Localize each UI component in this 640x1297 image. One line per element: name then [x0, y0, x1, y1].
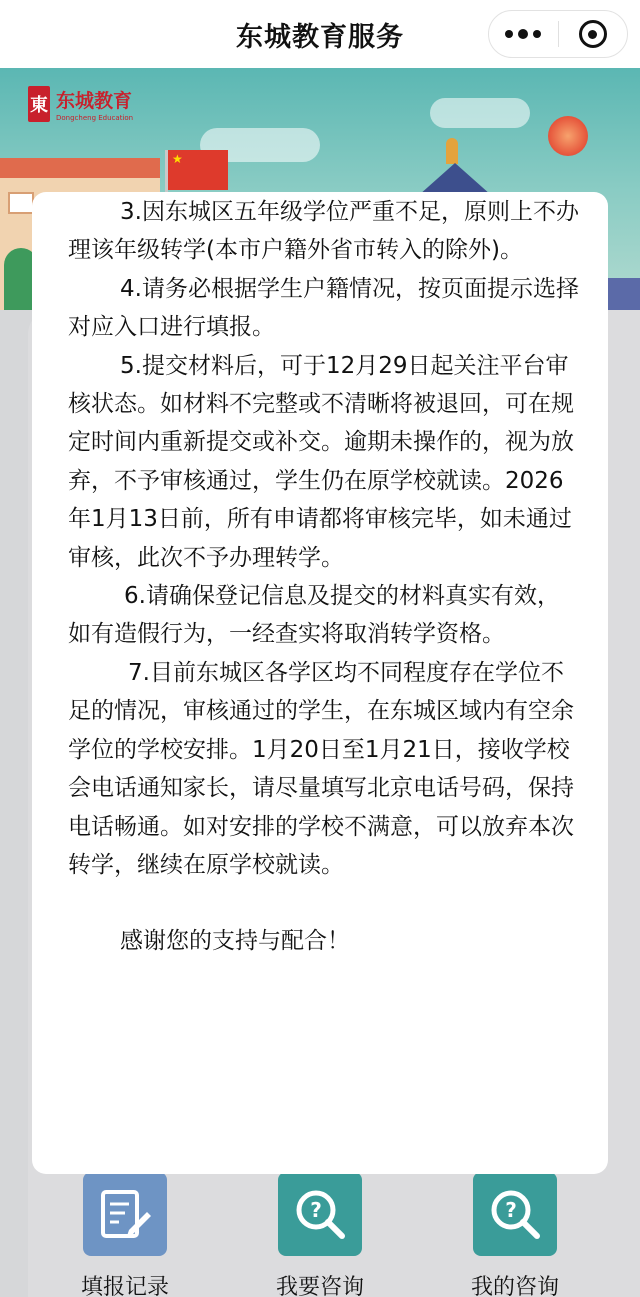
menu-label: 我的咨询 [470, 1275, 559, 1297]
menu-label: 我要咨询 [275, 1275, 364, 1297]
notice-modal[interactable] [32, 192, 608, 1174]
logo-english: Dongcheng Education [56, 114, 134, 122]
form-edit-icon[interactable] [83, 1172, 167, 1256]
bottom-menu [0, 1172, 640, 1297]
sun-decoration [548, 116, 588, 156]
menu-label: 填报记录 [80, 1275, 169, 1297]
pagoda-spire [446, 138, 458, 164]
menu-item-records[interactable] [60, 1172, 190, 1297]
logo-mark: 東 [28, 86, 50, 122]
notice-item-5: 5.提交材料后，可于12月29日起关注平台审核状态。如材料不完整或不清晰将被退回，可在规定时间内重新提交或补交。逾期未操作的，视为放弃，不予审核通过，学生仍在原学校就读。2026年1月13日前，所有申请都将审核完毕，如未通过审核，此次不予办理转学。 [68, 352, 574, 571]
mini-program-capsule [488, 10, 628, 58]
logo-name: 东城教育 [56, 90, 133, 112]
close-target-icon[interactable] [559, 11, 628, 57]
notice-item-6: 6.请确保登记信息及提交的材料真实有效，如有造假行为，一经查实将取消转学资格。 [68, 583, 560, 648]
svg-text:?: ? [505, 1198, 517, 1222]
thanks-message: 感谢您的支持与配合！ [120, 928, 350, 955]
app-title: 东城教育服务 [236, 21, 404, 53]
top-bar [0, 0, 640, 68]
cloud-decoration [430, 98, 530, 128]
more-dots-icon[interactable] [489, 11, 558, 57]
notice-text [68, 192, 580, 961]
search-question-icon[interactable] [278, 1172, 362, 1256]
menu-item-ask[interactable] [255, 1172, 385, 1297]
brand-logo [28, 86, 133, 122]
notice-item-4: 4.请务必根据学生户籍情况，按页面提示选择对应入口进行填报。 [68, 275, 579, 341]
notice-item-7: 7.目前东城区各学区均不同程度存在学位不足的情况，审核通过的学生，在东城区域内有空余学位的学校安排。1月20日至1月21日，接收学校会电话通知家长，请尽量填写北京电话号码，保持电话畅通。如对安排的学校不满意，可以放弃本次转学，继续在原学校就读。 [68, 659, 574, 878]
svg-text:?: ? [310, 1198, 322, 1222]
menu-item-my-questions[interactable] [450, 1172, 580, 1297]
notice-item-3: 3.因东城区五年级学位严重不足，原则上不办理该年级转学(本市户籍外省市转入的除外)。 [68, 199, 579, 264]
flag-icon [168, 150, 228, 190]
search-question-icon[interactable] [473, 1172, 557, 1256]
